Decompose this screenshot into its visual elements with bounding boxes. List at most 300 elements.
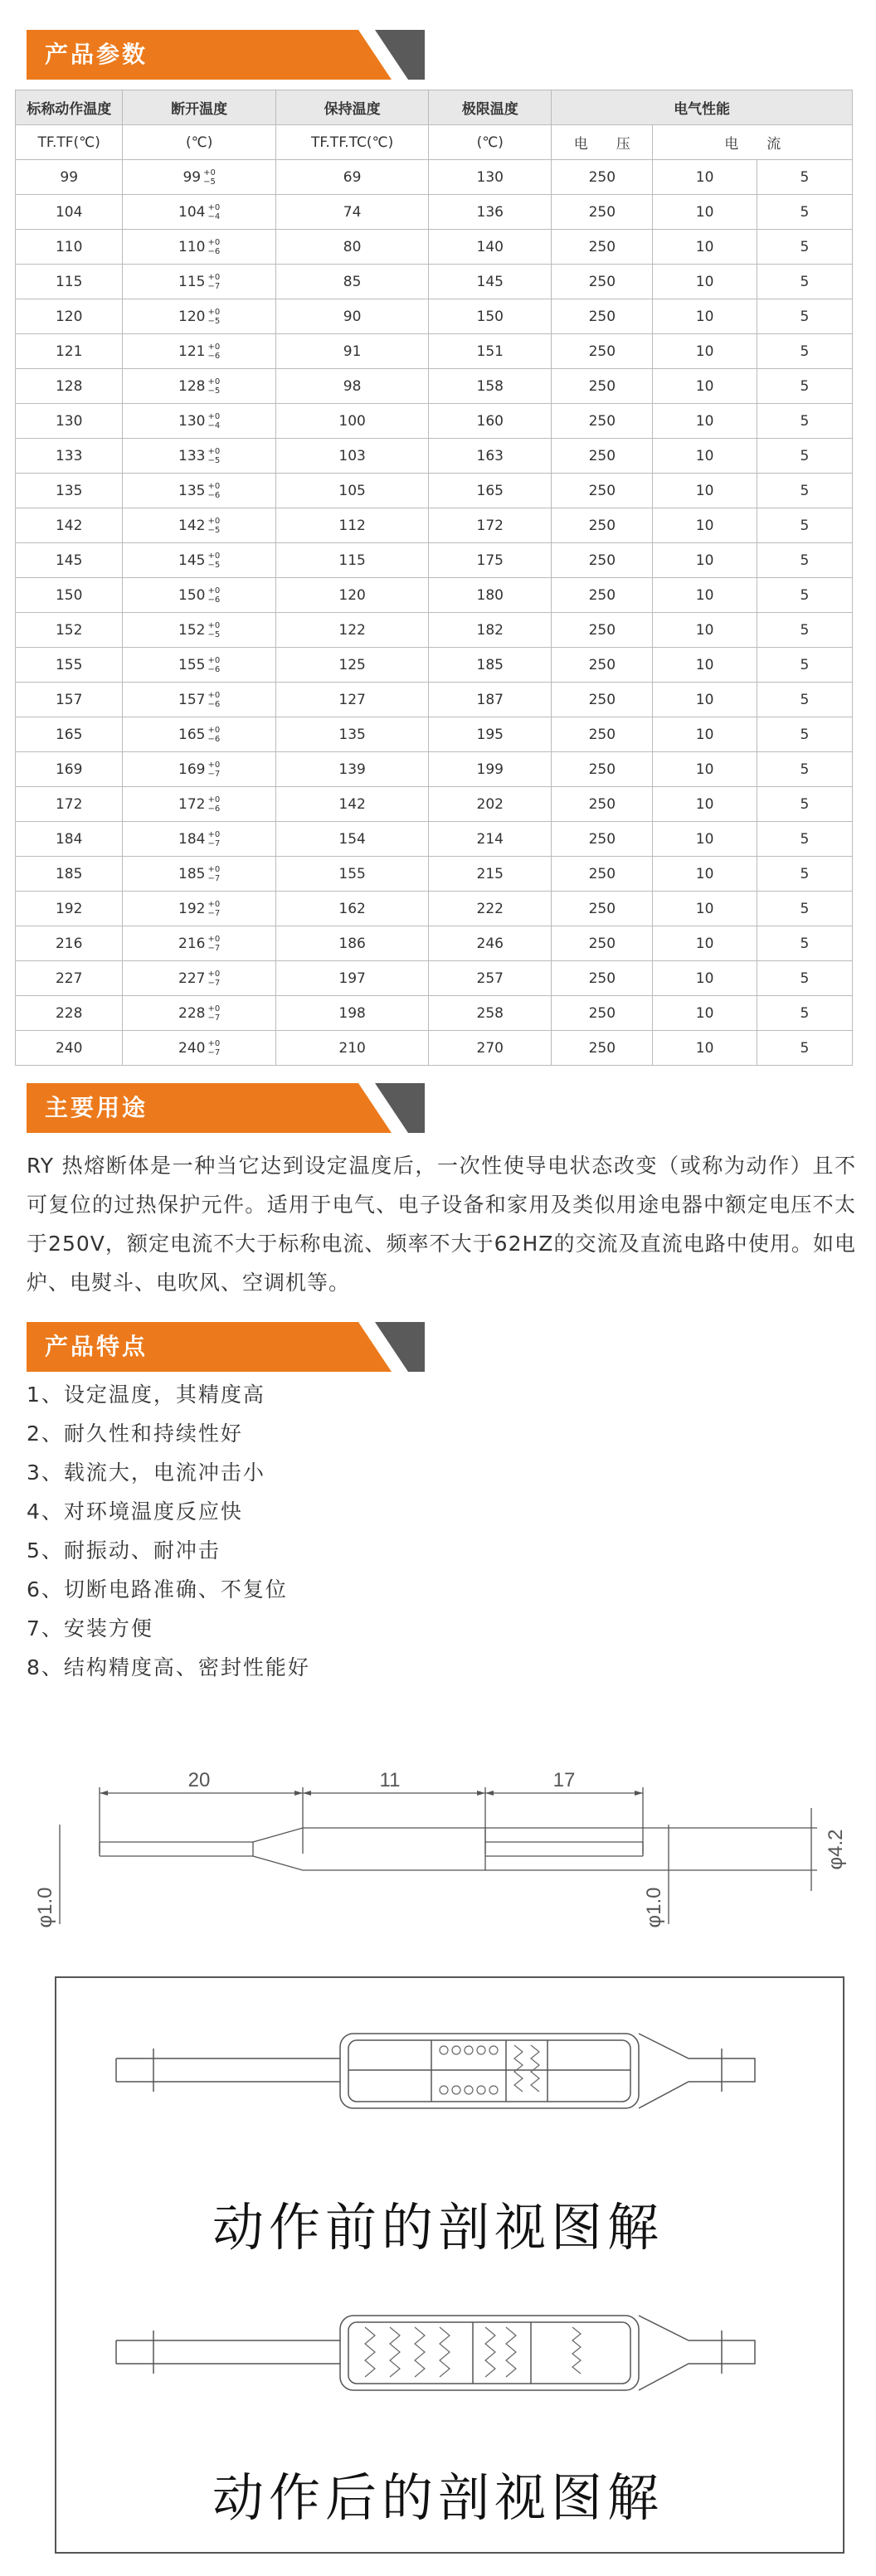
cell-voltage: 250 <box>552 613 653 648</box>
cell-current-a: 10 <box>653 926 757 961</box>
cell-hold-temp: 155 <box>275 857 428 892</box>
open-temp-value: 120 <box>178 308 206 325</box>
cell-hold-temp: 100 <box>275 404 428 439</box>
open-temp-value: 192 <box>178 900 206 917</box>
cell-hold-temp: 80 <box>275 230 428 265</box>
cell-limit-temp: 199 <box>429 752 552 787</box>
cell-nominal-temp: 110 <box>16 230 123 265</box>
tolerance-lower: −6 <box>207 490 221 500</box>
cell-open-temp <box>123 474 275 508</box>
tolerance <box>208 203 221 221</box>
tolerance-upper: +0 <box>207 864 221 874</box>
table-row <box>16 230 853 265</box>
cell-limit-temp: 185 <box>429 648 552 683</box>
tolerance-upper: +0 <box>207 202 221 212</box>
tolerance <box>208 482 221 500</box>
cell-current-b: 5 <box>757 683 852 717</box>
open-temp-value: 157 <box>178 691 206 708</box>
cell-limit-temp: 214 <box>429 822 552 857</box>
cell-open-temp <box>123 578 275 613</box>
cell-hold-temp: 139 <box>275 752 428 787</box>
open-temp-value: 165 <box>178 726 206 743</box>
table-row <box>16 787 853 822</box>
unit-hold: TF.TF.TC(℃) <box>275 125 428 160</box>
cell-open-temp <box>123 822 275 857</box>
cell-current-b: 5 <box>757 578 852 613</box>
tolerance <box>208 308 221 326</box>
usage-section-header <box>27 1083 425 1133</box>
tolerance-upper: +0 <box>207 342 221 352</box>
cell-hold-temp: 135 <box>275 717 428 752</box>
caption-before: 动作前的剖视图解 <box>212 2197 664 2258</box>
cell-current-a: 10 <box>653 265 757 299</box>
tolerance <box>208 656 221 674</box>
cell-open-temp <box>123 508 275 543</box>
cell-nominal-temp: 192 <box>16 892 123 926</box>
cell-current-b: 5 <box>757 1031 852 1066</box>
cell-current-a: 10 <box>653 334 757 369</box>
open-temp-value: 104 <box>178 203 206 221</box>
cell-nominal-temp: 185 <box>16 857 123 892</box>
tolerance <box>208 586 221 605</box>
cell-nominal-temp: 216 <box>16 926 123 961</box>
tolerance <box>208 900 221 918</box>
cell-open-temp <box>123 299 275 334</box>
col-header-electrical: 电气性能 <box>552 90 853 125</box>
tolerance <box>208 935 221 953</box>
table-row <box>16 195 853 230</box>
table-row <box>16 543 853 578</box>
cell-voltage: 250 <box>552 648 653 683</box>
feature-item: 1、设定温度，其精度高 <box>27 1383 265 1407</box>
cell-limit-temp: 195 <box>429 717 552 752</box>
open-temp-value: 216 <box>178 935 206 952</box>
cell-limit-temp: 158 <box>429 369 552 404</box>
tolerance-upper: +0 <box>207 899 221 909</box>
cell-limit-temp: 165 <box>429 474 552 508</box>
feature-item: 8、结构精度高、密封性能好 <box>27 1655 310 1679</box>
cell-limit-temp: 187 <box>429 683 552 717</box>
cell-current-b: 5 <box>757 299 852 334</box>
open-temp-value: 240 <box>178 1039 206 1057</box>
tolerance-lower: −7 <box>207 908 221 918</box>
cell-current-b: 5 <box>757 230 852 265</box>
tolerance-lower: −6 <box>207 595 221 605</box>
open-temp-value: 145 <box>178 552 206 569</box>
feature-item: 2、耐久性和持续性好 <box>27 1422 243 1446</box>
cell-hold-temp: 105 <box>275 474 428 508</box>
cell-nominal-temp: 120 <box>16 299 123 334</box>
cell-limit-temp: 270 <box>429 1031 552 1066</box>
tolerance-upper: +0 <box>207 690 221 700</box>
table-row <box>16 265 853 299</box>
tolerance-lower: −7 <box>207 943 221 953</box>
open-temp-value: 121 <box>178 343 206 360</box>
cell-open-temp <box>123 439 275 474</box>
cell-limit-temp: 172 <box>429 508 552 543</box>
tolerance-upper: +0 <box>207 760 221 770</box>
open-temp-value: 155 <box>178 656 206 673</box>
cell-nominal-temp: 165 <box>16 717 123 752</box>
cell-limit-temp: 257 <box>429 961 552 996</box>
tolerance <box>208 552 221 570</box>
tolerance <box>208 343 221 361</box>
cell-limit-temp: 136 <box>429 195 552 230</box>
cell-current-b: 5 <box>757 160 852 195</box>
cell-voltage: 250 <box>552 230 653 265</box>
cell-current-a: 10 <box>653 543 757 578</box>
cell-hold-temp: 98 <box>275 369 428 404</box>
dim-body-diameter: φ4.2 <box>825 1829 847 1870</box>
cell-current-b: 5 <box>757 926 852 961</box>
tolerance <box>208 1039 221 1057</box>
cell-current-a: 10 <box>653 892 757 926</box>
tolerance <box>208 761 221 779</box>
cell-limit-temp: 202 <box>429 787 552 822</box>
cell-hold-temp: 90 <box>275 299 428 334</box>
tolerance-upper: +0 <box>207 829 221 839</box>
cell-nominal-temp: 99 <box>16 160 123 195</box>
cell-open-temp <box>123 717 275 752</box>
open-temp-value: 128 <box>178 377 206 395</box>
tolerance-lower: −5 <box>207 316 221 326</box>
cell-voltage: 250 <box>552 369 653 404</box>
cell-limit-temp: 246 <box>429 926 552 961</box>
cell-nominal-temp: 184 <box>16 822 123 857</box>
cell-limit-temp: 130 <box>429 160 552 195</box>
cell-current-b: 5 <box>757 717 852 752</box>
cell-current-b: 5 <box>757 195 852 230</box>
params-table <box>15 90 853 1066</box>
cell-voltage: 250 <box>552 961 653 996</box>
feature-item: 6、切断电路准确、不复位 <box>27 1577 288 1601</box>
open-temp-value: 228 <box>178 1004 206 1022</box>
casing-after <box>340 2316 639 2390</box>
tolerance-lower: −5 <box>207 560 221 570</box>
cell-current-a: 10 <box>653 648 757 683</box>
cell-nominal-temp: 133 <box>16 439 123 474</box>
cell-voltage: 250 <box>552 926 653 961</box>
cell-hold-temp: 69 <box>275 160 428 195</box>
tolerance-lower: −4 <box>207 211 221 221</box>
cell-current-a: 10 <box>653 683 757 717</box>
cell-current-a: 10 <box>653 1031 757 1066</box>
cell-current-a: 10 <box>653 752 757 787</box>
cell-voltage: 250 <box>552 822 653 857</box>
cell-current-b: 5 <box>757 265 852 299</box>
table-row <box>16 648 853 683</box>
tolerance <box>203 168 216 187</box>
tolerance <box>208 377 221 396</box>
cell-current-b: 5 <box>757 996 852 1031</box>
cell-open-temp <box>123 265 275 299</box>
tolerance <box>208 830 221 848</box>
tolerance <box>208 1004 221 1023</box>
cell-voltage: 250 <box>552 1031 653 1066</box>
tolerance-upper: +0 <box>207 1004 221 1013</box>
tolerance <box>208 970 221 988</box>
unit-voltage: 电 压 <box>552 125 653 160</box>
cell-nominal-temp: 172 <box>16 787 123 822</box>
cell-nominal-temp: 145 <box>16 543 123 578</box>
tolerance-lower: −7 <box>207 838 221 848</box>
table-row <box>16 474 853 508</box>
dim-lead-diameter-left: φ1.0 <box>34 1887 56 1928</box>
tolerance-upper: +0 <box>207 307 221 317</box>
cell-current-a: 10 <box>653 230 757 265</box>
cell-open-temp <box>123 195 275 230</box>
cell-current-b: 5 <box>757 857 852 892</box>
cell-limit-temp: 151 <box>429 334 552 369</box>
tolerance-lower: −7 <box>207 1013 221 1023</box>
tolerance-lower: −5 <box>207 455 221 465</box>
table-row <box>16 892 853 926</box>
tolerance-lower: −7 <box>207 281 221 291</box>
cell-nominal-temp: 157 <box>16 683 123 717</box>
tolerance-lower: −5 <box>207 629 221 639</box>
table-row <box>16 578 853 613</box>
tolerance-lower: −7 <box>207 1047 221 1057</box>
feature-item: 3、载流大，电流冲击小 <box>27 1461 265 1485</box>
cell-current-b: 5 <box>757 787 852 822</box>
open-temp-value: 110 <box>178 238 206 255</box>
cell-current-a: 10 <box>653 857 757 892</box>
cell-current-a: 10 <box>653 717 757 752</box>
dim-body-length: 11 <box>379 1769 401 1791</box>
tolerance-upper: +0 <box>207 516 221 526</box>
cell-voltage: 250 <box>552 683 653 717</box>
table-row <box>16 439 853 474</box>
tolerance-lower: −5 <box>207 525 221 535</box>
open-temp-value: 169 <box>178 761 206 778</box>
tolerance <box>208 238 221 256</box>
cell-limit-temp: 258 <box>429 996 552 1031</box>
cell-current-b: 5 <box>757 404 852 439</box>
cell-limit-temp: 160 <box>429 404 552 439</box>
table-row <box>16 717 853 752</box>
col-header-limit-temp: 极限温度 <box>429 90 552 125</box>
cell-limit-temp: 215 <box>429 857 552 892</box>
cell-current-a: 10 <box>653 996 757 1031</box>
cell-open-temp <box>123 892 275 926</box>
cell-current-a: 10 <box>653 578 757 613</box>
open-temp-value: 142 <box>178 517 206 534</box>
cell-hold-temp: 198 <box>275 996 428 1031</box>
cell-current-b: 5 <box>757 892 852 926</box>
cell-limit-temp: 140 <box>429 230 552 265</box>
tolerance-lower: −7 <box>207 978 221 988</box>
cell-open-temp <box>123 926 275 961</box>
cell-hold-temp: 85 <box>275 265 428 299</box>
tolerance-lower: −6 <box>207 246 221 256</box>
tolerance-lower: −6 <box>207 699 221 709</box>
table-row <box>16 404 853 439</box>
params-section-header <box>27 30 425 80</box>
tolerance-lower: −6 <box>207 351 221 361</box>
tolerance-upper: +0 <box>207 1038 221 1048</box>
cell-current-a: 10 <box>653 474 757 508</box>
cell-nominal-temp: 152 <box>16 613 123 648</box>
open-temp-value: 150 <box>178 586 206 604</box>
cell-voltage: 250 <box>552 439 653 474</box>
open-temp-value: 133 <box>178 447 206 464</box>
tolerance-upper: +0 <box>207 969 221 979</box>
cell-current-a: 10 <box>653 822 757 857</box>
cell-voltage: 250 <box>552 265 653 299</box>
cell-limit-temp: 150 <box>429 299 552 334</box>
tolerance <box>208 621 221 639</box>
cell-limit-temp: 182 <box>429 613 552 648</box>
open-temp-value: 152 <box>178 621 206 639</box>
cell-voltage: 250 <box>552 857 653 892</box>
open-temp-value: 185 <box>178 865 206 882</box>
cell-nominal-temp: 115 <box>16 265 123 299</box>
cell-current-a: 10 <box>653 787 757 822</box>
cell-hold-temp: 74 <box>275 195 428 230</box>
col-header-nominal-temp: 标称动作温度 <box>16 90 123 125</box>
tolerance <box>208 795 221 814</box>
cell-current-a: 10 <box>653 195 757 230</box>
table-row <box>16 160 853 195</box>
cross-section-after <box>0 2297 876 2413</box>
cell-current-b: 5 <box>757 508 852 543</box>
usage-section-title: 主要用途 <box>45 1094 148 1121</box>
tolerance-upper: +0 <box>207 655 221 665</box>
cell-hold-temp: 122 <box>275 613 428 648</box>
cell-limit-temp: 175 <box>429 543 552 578</box>
cell-open-temp <box>123 404 275 439</box>
params-section-title: 产品参数 <box>45 41 148 68</box>
cell-hold-temp: 210 <box>275 1031 428 1066</box>
cell-current-b: 5 <box>757 543 852 578</box>
col-header-open-temp: 断开温度 <box>123 90 275 125</box>
col-header-hold-temp: 保持温度 <box>275 90 428 125</box>
table-row <box>16 752 853 787</box>
cell-hold-temp: 162 <box>275 892 428 926</box>
table-row <box>16 683 853 717</box>
unit-limit: (℃) <box>429 125 552 160</box>
tolerance <box>208 273 221 291</box>
cell-nominal-temp: 135 <box>16 474 123 508</box>
cell-voltage: 250 <box>552 543 653 578</box>
cell-voltage: 250 <box>552 299 653 334</box>
tolerance-upper: +0 <box>207 795 221 804</box>
table-row <box>16 334 853 369</box>
cell-current-a: 10 <box>653 404 757 439</box>
cell-nominal-temp: 128 <box>16 369 123 404</box>
cell-open-temp <box>123 334 275 369</box>
cell-limit-temp: 145 <box>429 265 552 299</box>
table-row <box>16 369 853 404</box>
tolerance-upper: +0 <box>207 551 221 561</box>
dim-tail-length: 17 <box>552 1769 576 1791</box>
cell-voltage: 250 <box>552 996 653 1031</box>
cell-current-b: 5 <box>757 369 852 404</box>
cell-current-a: 10 <box>653 613 757 648</box>
cell-voltage: 250 <box>552 160 653 195</box>
cell-nominal-temp: 155 <box>16 648 123 683</box>
tolerance-lower: −6 <box>207 664 221 674</box>
cell-voltage: 250 <box>552 578 653 613</box>
tolerance-upper: +0 <box>207 586 221 595</box>
tolerance-lower: −6 <box>207 734 221 744</box>
cell-hold-temp: 125 <box>275 648 428 683</box>
tolerance-lower: −7 <box>207 769 221 779</box>
cell-open-temp <box>123 543 275 578</box>
tolerance-upper: +0 <box>207 620 221 630</box>
feature-item: 4、对环境温度反应快 <box>27 1499 243 1524</box>
cell-voltage: 250 <box>552 787 653 822</box>
tolerance <box>208 691 221 709</box>
cell-current-a: 10 <box>653 508 757 543</box>
cell-current-b: 5 <box>757 334 852 369</box>
features-section-title: 产品特点 <box>45 1333 148 1360</box>
cell-open-temp <box>123 230 275 265</box>
cell-current-b: 5 <box>757 613 852 648</box>
cell-hold-temp: 103 <box>275 439 428 474</box>
tolerance <box>208 447 221 465</box>
cell-hold-temp: 142 <box>275 787 428 822</box>
cell-nominal-temp: 121 <box>16 334 123 369</box>
cell-hold-temp: 186 <box>275 926 428 961</box>
cell-nominal-temp: 150 <box>16 578 123 613</box>
table-row <box>16 822 853 857</box>
tolerance-upper: +0 <box>207 481 221 491</box>
cell-open-temp <box>123 752 275 787</box>
unit-nominal: TF.TF(℃) <box>16 125 123 160</box>
cell-nominal-temp: 142 <box>16 508 123 543</box>
tolerance-upper: +0 <box>207 272 221 282</box>
cell-hold-temp: 115 <box>275 543 428 578</box>
open-temp-value: 227 <box>178 970 206 987</box>
cell-current-b: 5 <box>757 822 852 857</box>
open-temp-value: 130 <box>178 412 206 430</box>
dimension-drawing <box>0 1758 876 1949</box>
open-temp-value: 172 <box>178 795 206 813</box>
cell-current-a: 10 <box>653 439 757 474</box>
cell-current-b: 5 <box>757 439 852 474</box>
cell-current-a: 10 <box>653 369 757 404</box>
tolerance <box>208 412 221 430</box>
tolerance <box>208 865 221 883</box>
dim-lead-length: 20 <box>187 1769 211 1791</box>
open-temp-value: 184 <box>178 830 206 848</box>
tolerance-lower: −6 <box>207 804 221 814</box>
cell-hold-temp: 154 <box>275 822 428 857</box>
features-section-header <box>27 1322 425 1372</box>
cell-limit-temp: 163 <box>429 439 552 474</box>
cell-open-temp <box>123 648 275 683</box>
tolerance <box>208 726 221 744</box>
tolerance-lower: −4 <box>207 420 221 430</box>
cell-open-temp <box>123 961 275 996</box>
tolerance-upper: +0 <box>203 168 216 177</box>
cell-voltage: 250 <box>552 752 653 787</box>
usage-paragraph: RY 热熔断体是一种当它达到设定温度后，一次性使导电状态改变（或称为动作）且不可复位的过热保护元件。适用于电气、电子设备和家用及类似用途电器中额定电压不太于250V，额定电流不大于标称电流、频率不大于62HZ的交流及直流电路中使用。如电炉、电熨斗、电吹风、空调机等。 <box>27 1154 856 1295</box>
cell-voltage: 250 <box>552 717 653 752</box>
table-row <box>16 508 853 543</box>
table-row <box>16 1031 853 1066</box>
cell-open-temp <box>123 996 275 1031</box>
feature-item: 5、耐振动、耐冲击 <box>27 1538 221 1563</box>
cell-open-temp <box>123 160 275 195</box>
cell-nominal-temp: 227 <box>16 961 123 996</box>
cell-open-temp <box>123 857 275 892</box>
cell-voltage: 250 <box>552 334 653 369</box>
cell-open-temp <box>123 683 275 717</box>
fuse-body-outline <box>253 1828 485 1870</box>
cell-current-b: 5 <box>757 648 852 683</box>
